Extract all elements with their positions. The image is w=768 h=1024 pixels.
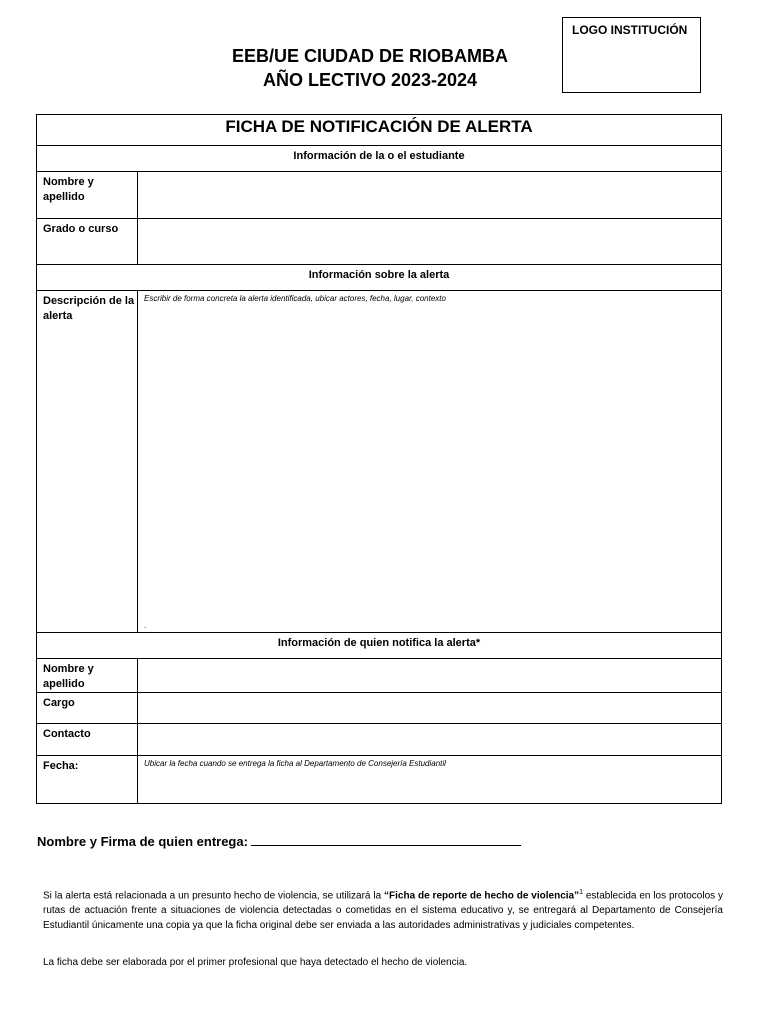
date-field[interactable] — [138, 756, 722, 804]
date-hint: Ubicar la fecha cuando se entrega la ficha al Departamento de Consejería Estudiantil — [144, 759, 446, 768]
student-section-header: Información de la o el estudiante — [37, 146, 722, 172]
note-form-reference: “Ficha de reporte de hecho de violencia” — [384, 890, 580, 902]
logo-placeholder-box — [562, 17, 701, 93]
alert-description-field[interactable] — [138, 291, 722, 633]
alert-section-header: Información sobre la alerta — [37, 265, 722, 291]
notifier-name-field[interactable] — [138, 659, 722, 693]
student-grade-field[interactable] — [138, 219, 722, 265]
notifier-contact-label: Contacto — [37, 724, 138, 756]
signature-block — [37, 833, 521, 849]
alert-notification-form — [36, 114, 722, 804]
responsibility-note: La ficha debe ser elaborada por el primer profesional que haya detectado el hecho de violencia. — [43, 957, 468, 968]
school-year: AÑO LECTIVO 2023-2024 — [262, 70, 478, 90]
form-title: FICHA DE NOTIFICACIÓN DE ALERTA — [37, 115, 722, 146]
notifier-role-label: Cargo — [37, 693, 138, 724]
signature-label: Nombre y Firma de quien entrega: — [37, 834, 248, 849]
alert-description-hint: Escribir de forma concreta la alerta identificada, ubicar actores, fecha, lugar, contexto — [144, 294, 446, 303]
notifier-section-header: Información de quien notifica la alerta* — [37, 633, 722, 659]
notifier-name-label: Nombre y apellido — [37, 659, 138, 693]
alert-description-dot: . — [144, 621, 147, 630]
alert-description-label: Descripción de la alerta — [37, 291, 138, 633]
logo-label: LOGO INSTITUCIÓN — [572, 23, 688, 37]
signature-line[interactable] — [251, 833, 521, 846]
date-label: Fecha: — [37, 756, 138, 804]
note-text-end: establecida en los protocolos y rutas de actuación frente a situaciones de violencia detectadas o cometidas en el sistema educativo y, se entregará al Departamento de Consejería Estudiantil únicamente una copia ya que la ficha original debe ser enviada a las autoridades administrativas y judiciales competentes. — [43, 890, 724, 932]
student-name-field[interactable] — [138, 172, 722, 219]
school-name: EEB/UE CIUDAD DE RIOBAMBA — [231, 46, 508, 66]
student-grade-label: Grado o curso — [37, 219, 138, 265]
student-name-label: Nombre y apellido — [37, 172, 138, 219]
notifier-contact-field[interactable] — [138, 724, 722, 756]
notifier-role-field[interactable] — [138, 693, 722, 724]
note-footnote-marker: 1 — [579, 889, 583, 896]
violence-note — [43, 885, 723, 933]
note-text-start: Si la alerta está relacionada a un presunto hecho de violencia, se utilizará la — [43, 890, 385, 902]
